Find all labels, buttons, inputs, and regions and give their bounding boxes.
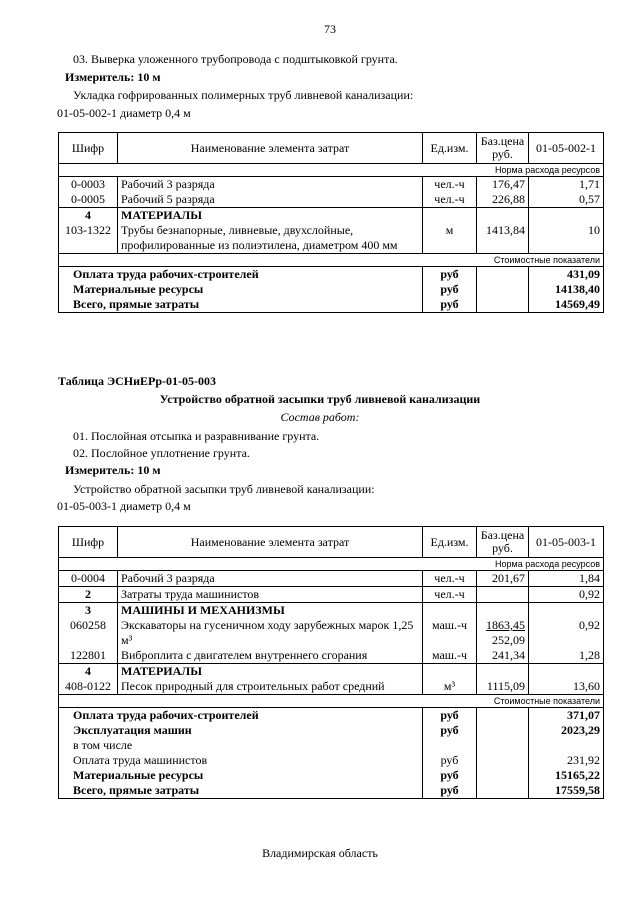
footer-region: Владимирская область: [262, 846, 378, 860]
table-title: Таблица ЭСНиЕРр-01-05-003: [58, 374, 217, 388]
table-row: [59, 177, 604, 193]
page-number: 73: [324, 22, 336, 36]
total-unit: руб: [423, 267, 477, 283]
row-unit: маш.-ч: [423, 618, 477, 648]
total-unit: руб: [423, 768, 477, 783]
resource-table-2: [58, 526, 604, 799]
norm-label: Норма расхода ресурсов: [59, 558, 604, 571]
row-code: 4: [59, 208, 118, 224]
row-name: Экскаваторы на гусеничном ходу зарубежных марок 1,25 м³: [118, 618, 423, 648]
row-price: 1115,09: [477, 679, 529, 695]
total-name: Оплата труда рабочих-строителей: [59, 708, 423, 724]
work-description: Укладка гофрированных полимерных труб ливневой канализации:: [73, 88, 414, 102]
total-value: 17559,58: [529, 783, 604, 799]
row-price: 201,67: [477, 571, 529, 587]
table-header: [59, 527, 604, 558]
total-unit: руб: [423, 783, 477, 799]
work-item: 02. Послойное уплотнение грунта.: [73, 446, 250, 460]
table-row: [59, 648, 604, 664]
section-row: [59, 208, 604, 224]
table-row: [59, 587, 604, 603]
header-name: Наименование элемента затрат: [118, 527, 423, 558]
row-code: 060258: [59, 618, 118, 648]
resource-table-1: [58, 132, 604, 313]
total-row: [59, 753, 604, 768]
header-name: Наименование элемента затрат: [118, 133, 423, 164]
total-row: [59, 267, 604, 283]
work-item: 01. Послойная отсыпка и разравнивание грунта.: [73, 429, 320, 443]
total-value: 2023,29: [529, 723, 604, 738]
total-name: Оплата труда машинистов: [59, 753, 423, 768]
row-value: 10: [529, 223, 604, 254]
total-row: [59, 282, 604, 297]
section-subheading: Состав работ:: [280, 410, 360, 424]
row-name: Рабочий 3 разряда: [118, 177, 423, 193]
header-norm: 01-05-003-1: [529, 527, 604, 558]
total-name: Всего, прямые затраты: [59, 783, 423, 799]
measure-unit: Измеритель: 10 м: [65, 463, 161, 477]
row-code: 103-1322: [59, 223, 118, 254]
row-name: МАТЕРИАЛЫ: [118, 664, 423, 680]
header-unit: Ед.изм.: [423, 133, 477, 164]
header-code: Шифр: [59, 527, 118, 558]
norm-label: Норма расхода ресурсов: [59, 164, 604, 177]
cost-band: [59, 254, 604, 267]
total-name: Эксплуатация машин: [59, 723, 423, 738]
price-secondary: 252,09: [492, 633, 525, 647]
row-price: 1413,84: [477, 223, 529, 254]
row-code: 0-0003: [59, 177, 118, 193]
row-value: 1,28: [529, 648, 604, 664]
row-value: 0,92: [529, 618, 604, 648]
row-code: 0-0005: [59, 192, 118, 208]
cost-label: Стоимостные показатели: [59, 254, 604, 267]
work-item: 03. Выверка уложенного трубопровода с подштыковкой грунта.: [73, 52, 398, 66]
table-row: [59, 192, 604, 208]
code-line: 01-05-002-1 диаметр 0,4 м: [57, 106, 191, 120]
row-code: 4: [59, 664, 118, 680]
total-unit: руб: [423, 297, 477, 313]
row-unit: маш.-ч: [423, 648, 477, 664]
total-unit: руб: [423, 753, 477, 768]
row-code: 3: [59, 603, 118, 619]
total-unit: руб: [423, 708, 477, 724]
table-row: [59, 679, 604, 695]
row-value: 1,84: [529, 571, 604, 587]
total-row: [59, 738, 604, 753]
code-line: 01-05-003-1 диаметр 0,4 м: [57, 499, 191, 513]
row-code: 122801: [59, 648, 118, 664]
total-value: 431,09: [529, 267, 604, 283]
row-name: Виброплита с двигателем внутреннего сгорания: [118, 648, 423, 664]
total-value: 14569,49: [529, 297, 604, 313]
row-price: 241,34: [477, 648, 529, 664]
price-underlined: 1863,45: [486, 618, 525, 632]
total-row: [59, 723, 604, 738]
header-price: Баз.цена руб.: [477, 133, 529, 164]
total-name: Оплата труда рабочих-строителей: [59, 267, 423, 283]
row-unit: м: [423, 223, 477, 254]
total-value: 371,07: [529, 708, 604, 724]
row-price: 226,88: [477, 192, 529, 208]
norm-band: [59, 164, 604, 177]
header-price: Баз.цена руб.: [477, 527, 529, 558]
measure-unit: Измеритель: 10 м: [65, 70, 161, 84]
section-heading: Устройство обратной засыпки труб ливневой канализации: [159, 392, 481, 406]
total-name: Материальные ресурсы: [59, 768, 423, 783]
row-name: Песок природный для строительных работ средний: [118, 679, 423, 695]
section-row: [59, 603, 604, 619]
total-unit: руб: [423, 723, 477, 738]
header-unit: Ед.изм.: [423, 527, 477, 558]
row-unit: чел.-ч: [423, 177, 477, 193]
row-code: 0-0004: [59, 571, 118, 587]
row-code: 2: [59, 587, 118, 603]
total-row: [59, 768, 604, 783]
total-name: в том числе: [59, 738, 423, 753]
cost-band: [59, 695, 604, 708]
row-code: 408-0122: [59, 679, 118, 695]
row-name: Трубы безнапорные, ливневые, двухслойные, профилированные из полиэтилена, диаметром 400 мм: [118, 223, 423, 254]
total-value: 231,92: [529, 753, 604, 768]
row-value: 0,92: [529, 587, 604, 603]
total-unit: руб: [423, 282, 477, 297]
row-name: МАШИНЫ И МЕХАНИЗМЫ: [118, 603, 423, 619]
work-description: Устройство обратной засыпки труб ливневой канализации:: [73, 482, 375, 496]
row-unit: м³: [423, 679, 477, 695]
total-value: 15165,22: [529, 768, 604, 783]
section-row: [59, 664, 604, 680]
table-row: [59, 571, 604, 587]
row-name: Затраты труда машинистов: [118, 587, 423, 603]
header-norm: 01-05-002-1: [529, 133, 604, 164]
row-unit: чел.-ч: [423, 587, 477, 603]
row-value: 13,60: [529, 679, 604, 695]
header-code: Шифр: [59, 133, 118, 164]
row-price: [477, 618, 529, 648]
row-value: 1,71: [529, 177, 604, 193]
row-unit: чел.-ч: [423, 571, 477, 587]
total-name: Всего, прямые затраты: [59, 297, 423, 313]
row-name: Рабочий 5 разряда: [118, 192, 423, 208]
row-value: 0,57: [529, 192, 604, 208]
total-row: [59, 297, 604, 313]
row-unit: чел.-ч: [423, 192, 477, 208]
table-row: [59, 618, 604, 648]
total-name: Материальные ресурсы: [59, 282, 423, 297]
row-name: МАТЕРИАЛЫ: [118, 208, 423, 224]
total-row: [59, 708, 604, 724]
row-price: 176,47: [477, 177, 529, 193]
total-row: [59, 783, 604, 799]
norm-band: [59, 558, 604, 571]
row-price: [477, 587, 529, 603]
total-value: 14138,40: [529, 282, 604, 297]
row-name: Рабочий 3 разряда: [118, 571, 423, 587]
cost-label: Стоимостные показатели: [59, 695, 604, 708]
table-header: [59, 133, 604, 164]
table-row: [59, 223, 604, 254]
